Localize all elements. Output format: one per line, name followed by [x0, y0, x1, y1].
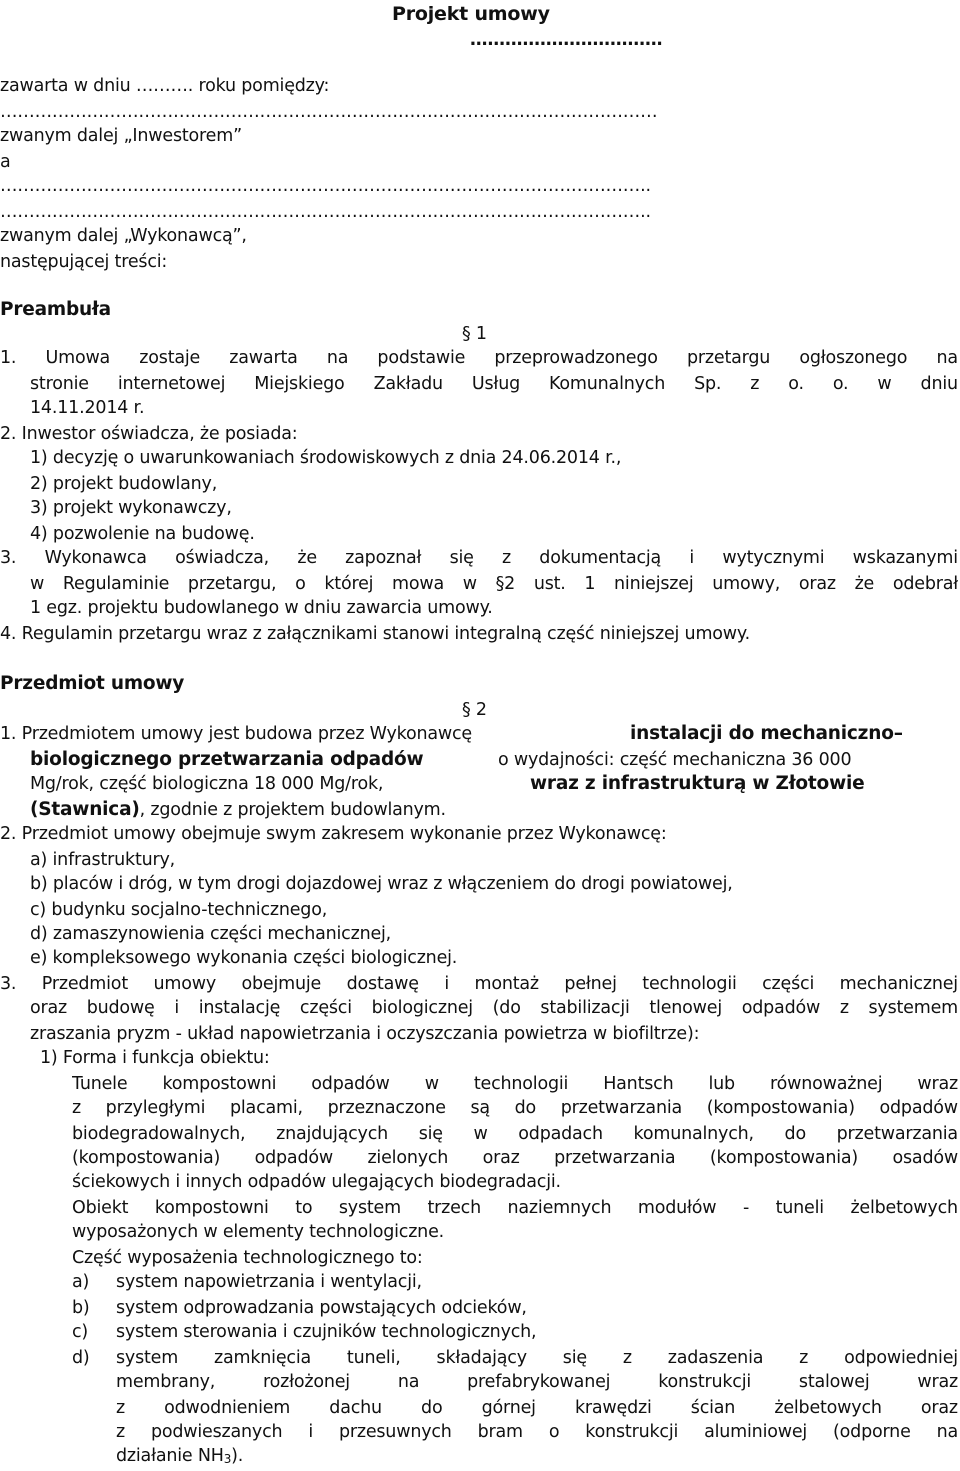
object-para-line: Obiekt kompostowni to system trzech naziemnych modułów - tuneli żelbetowych [72, 1198, 958, 1218]
subject-p1-line4-a: (Stawnica) [30, 799, 140, 820]
form-para-line: (kompostowania) odpadów zielonych oraz przetwarzania (kompostowania) osadów [72, 1148, 958, 1168]
equipment-item: system sterowania i czujników technologicznych, [116, 1322, 537, 1342]
equipment-d-end: ). [231, 1446, 244, 1466]
subject-p2: 2. Przedmiot umowy obejmuje swym zakresem wykonanie przez Wykonawcę: [0, 824, 667, 844]
equipment-d-cont: z odwodnieniem dachu do górnej krawędzi ścian żelbetowych oraz [116, 1398, 958, 1418]
subject-p3-sub1: 1) Forma i funkcja obiektu: [40, 1048, 270, 1068]
subject-p2-item: c) budynku socjalno-technicznego, [30, 900, 328, 920]
subject-p3-line3: zraszania pryzm - układ napowietrzania i oczyszczania powietrza w biofiltrze): [30, 1024, 700, 1044]
preamble-p3-line2: w Regulaminie przetargu, o której mowa w §2 ust. 1 niniejszej umowy, oraz że odebrał [30, 574, 958, 594]
contract-number-dots: …………………………… [470, 30, 663, 50]
party2-dots-2: ………………………………………………………………………………………………….. [0, 202, 651, 222]
equipment-mark: a) [72, 1272, 90, 1292]
equipment-item: system napowietrzania i wentylacji, [116, 1272, 422, 1292]
subject-p2-item: e) kompleksowego wykonania części biologicznej. [30, 948, 458, 968]
form-para-line: ściekowych i innych odpadów ulegających biodegradacji. [72, 1172, 561, 1192]
form-para-line: Tunele kompostowni odpadów w technologii Hantsch lub równoważnej wraz [72, 1074, 958, 1094]
investor-line: zwanym dalej „Inwestorem” [0, 126, 242, 146]
following-content-line: następującej treści: [0, 252, 168, 272]
section-1-mark: § 1 [462, 324, 487, 344]
preamble-p2-item: 4) pozwolenie na budowę. [30, 524, 255, 544]
subject-p3-line2: oraz budowę i instalację części biologicznej (do stabilizacji tlenowej odpadów z systemem [30, 998, 958, 1018]
subject-p2-item: a) infrastruktury, [30, 850, 176, 870]
preamble-p2-item: 3) projekt wykonawczy, [30, 498, 232, 518]
subject-heading: Przedmiot umowy [0, 673, 185, 694]
equipment-d-cont: z podwieszanych i przesuwnych bram o konstrukcji aluminiowej (odporne na [116, 1422, 958, 1442]
preamble-heading: Preambuła [0, 299, 111, 320]
and-line: a [0, 152, 11, 172]
party2-dots-1: ………………………………………………………………………………………………….. [0, 176, 651, 196]
subject-p1-line4-b: , zgodnie z projektem budowlanym. [139, 800, 446, 820]
subject-p1-line3-b: wraz z infrastrukturą w Złotowie [530, 773, 865, 794]
preamble-p1-line1: 1. Umowa zostaje zawarta na podstawie przeprowadzonego przetargu ogłoszonego na [0, 348, 958, 368]
concluded-date-line: zawarta w dniu ………. roku pomiędzy: [0, 76, 330, 96]
subject-p1-line3-a: Mg/rok, część biologiczna 18 000 Mg/rok, [30, 774, 384, 794]
contractor-line: zwanym dalej „Wykonawcą”, [0, 226, 247, 246]
preamble-p4: 4. Regulamin przetargu wraz z załącznikami stanowi integralną część niniejszej umowy. [0, 624, 750, 644]
equipment-mark: b) [72, 1298, 90, 1318]
subscript-3: 3 [223, 1452, 232, 1466]
equipment-item: system odprowadzania powstających odcieków, [116, 1298, 527, 1318]
equipment-mark: c) [72, 1322, 89, 1342]
equipment-mark: d) [72, 1348, 90, 1368]
equipment-item: system zamknięcia tuneli, składający się z zadaszenia z odpowiedniej [116, 1348, 958, 1368]
object-para-line: wyposażonych w elementy technologiczne. [72, 1222, 445, 1242]
preamble-p2: 2. Inwestor oświadcza, że posiada: [0, 424, 298, 444]
preamble-p1-line2: stronie internetowej Miejskiego Zakładu Usług Komunalnych Sp. z o. o. w dniu [30, 374, 958, 394]
party1-dots: …………………………………………………………………………………………………… [0, 102, 658, 122]
subject-p1-line2-a: biologicznego przetwarzania odpadów [30, 749, 424, 770]
document-title: Projekt umowy [392, 3, 550, 25]
equipment-d-last: działanie NH [116, 1446, 224, 1466]
subject-p1-line1-a: 1. Przedmiotem umowy jest budowa przez Wykonawcę [0, 724, 472, 744]
subject-p2-item: b) placów i dróg, w tym drogi dojazdowej wraz z włączeniem do drogi powiatowej, [30, 874, 733, 894]
preamble-p1-line3: 14.11.2014 r. [30, 398, 145, 418]
subject-p1-line1-b: instalacji do mechaniczno– [630, 723, 903, 744]
preamble-p3-line3: 1 egz. projektu budowlanego w dniu zawarcia umowy. [30, 598, 493, 618]
subject-p3-line1: 3. Przedmiot umowy obejmuje dostawę i montaż pełnej technologii części mechanicznej [0, 974, 958, 994]
form-para-line: z przyległymi placami, przeznaczone są do przetwarzania (kompostowania) odpadów [72, 1098, 958, 1118]
preamble-p2-item: 2) projekt budowlany, [30, 474, 218, 494]
equipment-intro: Część wyposażenia technologicznego to: [72, 1248, 423, 1268]
preamble-p3-line1: 3. Wykonawca oświadcza, że zapoznał się z dokumentacją i wytycznymi wskazanymi [0, 548, 958, 568]
section-2-mark: § 2 [462, 700, 487, 720]
preamble-p2-item: 1) decyzję o uwarunkowaniach środowiskowych z dnia 24.06.2014 r., [30, 448, 622, 468]
form-para-line: biodegradowalnych, znajdujących się w odpadach komunalnych, do przetwarzania [72, 1124, 958, 1144]
subject-p2-item: d) zamaszynowienia części mechanicznej, [30, 924, 392, 944]
equipment-d-cont: membrany, rozłożonej na prefabrykowanej konstrukcji stalowej wraz [116, 1372, 958, 1392]
subject-p1-line2-b: o wydajności: część mechaniczna 36 000 [498, 750, 852, 770]
